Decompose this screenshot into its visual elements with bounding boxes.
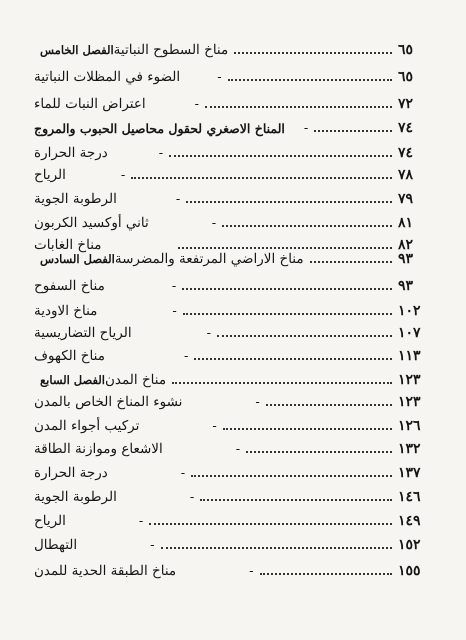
chapter-label: الفصل السادس <box>40 252 115 266</box>
toc-entry <box>34 438 432 460</box>
page-number: ٩٣ <box>398 251 414 267</box>
dot-leader <box>169 155 392 157</box>
entry-title: ثاني أوكسيد الكربون <box>34 215 149 231</box>
entry-title: مناخ الغابات <box>34 237 102 253</box>
entry-title: مناخ السفوح <box>34 278 105 294</box>
bullet-dash: - <box>255 394 260 410</box>
chapter-label: الفصل الخامس <box>40 43 114 57</box>
dot-leader <box>172 382 392 384</box>
toc-entry <box>34 462 432 484</box>
bullet-dash: - <box>138 513 144 529</box>
dot-leader <box>266 404 392 406</box>
toc-entry <box>34 345 432 367</box>
bullet-dash: - <box>235 441 241 457</box>
bullet-dash: - <box>158 145 164 161</box>
toc-entry <box>34 275 432 297</box>
toc-entry <box>34 39 432 61</box>
dot-leader <box>186 201 392 203</box>
bullet-dash: - <box>303 120 309 136</box>
dot-leader <box>217 335 392 337</box>
bullet-dash: - <box>120 167 126 183</box>
bullet-dash: - <box>217 69 222 85</box>
entry-title: مناخ المدن <box>105 372 167 388</box>
toc-entry <box>34 510 432 532</box>
page-number: ١٥٥ <box>398 563 421 579</box>
page-number: ٦٥ <box>398 69 414 85</box>
bullet-dash: - <box>194 96 200 112</box>
page-number: ١٤٦ <box>398 489 421 505</box>
page-number: ١٣٢ <box>398 441 421 457</box>
page-number: ١٣٧ <box>398 465 421 481</box>
dot-leader <box>228 79 392 81</box>
bullet-dash: - <box>206 325 211 341</box>
page-number: ٧٢ <box>398 96 414 112</box>
dot-leader <box>314 130 392 132</box>
dot-leader <box>183 313 392 315</box>
page-number: ٧٩ <box>398 191 414 207</box>
dot-leader <box>310 261 392 263</box>
bullet-dash: - <box>183 348 189 364</box>
toc-entry <box>34 164 432 186</box>
entry-title: تركيب أجواء المدن <box>34 418 140 434</box>
entry-title: مناخ الطبقة الحدية للمدن <box>34 563 177 579</box>
bullet-dash: - <box>172 303 177 319</box>
dot-leader <box>149 523 392 525</box>
dot-leader <box>246 451 392 453</box>
page-number: ١٤٩ <box>398 513 421 529</box>
toc-entry <box>34 300 432 322</box>
dot-leader <box>200 499 392 501</box>
dot-leader <box>222 225 392 227</box>
page-number: ١٢٣ <box>398 394 421 410</box>
toc-entry <box>34 369 432 391</box>
dot-leader <box>131 177 392 179</box>
entry-title: الضوء في المظلات النباتية <box>34 69 181 85</box>
bullet-dash: - <box>175 191 181 207</box>
entry-title: اعتراض النبات للماء <box>34 96 146 112</box>
toc-entry <box>34 534 432 556</box>
dot-leader <box>260 573 392 575</box>
toc-entry <box>34 212 432 234</box>
page-number: ٦٥ <box>398 42 414 58</box>
entry-title: مناخ الاراضي المرتفعة والمضرسة <box>114 251 304 267</box>
entry-title: الرطوبة الجوية <box>34 191 117 207</box>
entry-title: درجة الحرارة <box>34 145 108 161</box>
page-number: ١٢٦ <box>398 418 421 434</box>
entry-title: التهطال <box>34 537 78 553</box>
toc-entry <box>34 117 432 139</box>
page-number: ١١٣ <box>398 348 421 364</box>
bullet-dash: - <box>189 489 195 505</box>
toc-entry <box>34 322 432 344</box>
dot-leader <box>223 428 392 430</box>
entry-title: الرياح التضاريسية <box>34 325 132 341</box>
page-number: ١٥٢ <box>398 537 421 553</box>
entry-title: مناخ الكهوف <box>34 348 105 364</box>
entry-title: الرياح <box>34 513 66 529</box>
page-number: ١٢٣ <box>398 372 421 388</box>
bullet-dash: - <box>171 278 177 294</box>
bullet-dash: - <box>150 537 155 553</box>
page-number: ٨٢ <box>398 237 414 253</box>
page-number: ٧٨ <box>398 167 414 183</box>
toc-entry <box>34 486 432 508</box>
toc-entry <box>34 188 432 210</box>
bullet-dash: - <box>211 215 217 231</box>
entry-title: المناخ الاصغري لحقول محاصيل الحبوب والمروج <box>34 120 285 136</box>
dot-leader <box>161 547 392 549</box>
page-number: ٧٤ <box>398 120 414 136</box>
toc-entry <box>34 66 432 88</box>
entry-title: نشوء المناخ الخاص بالمدن <box>34 394 183 410</box>
page-number: ١٠٧ <box>398 325 421 341</box>
page-number: ١٠٢ <box>398 303 421 319</box>
toc-entry <box>34 93 432 115</box>
dot-leader <box>194 358 392 360</box>
entry-title: الرطوبة الجوية <box>34 489 117 505</box>
toc-entry <box>34 560 432 582</box>
chapter-label: الفصل السابع <box>40 373 105 387</box>
toc-entry <box>34 142 432 164</box>
entry-title: الرياح <box>34 167 66 183</box>
dot-leader <box>182 288 392 290</box>
toc-entry <box>34 391 432 413</box>
page-number: ٩٣ <box>398 278 414 294</box>
entry-title: الاشعاع وموازنة الطاقة <box>34 441 163 457</box>
entry-title: مناخ السطوح النباتية <box>113 42 229 58</box>
page-number: ٨١ <box>398 215 414 231</box>
dot-leader <box>205 106 392 108</box>
toc-entry <box>34 248 432 270</box>
bullet-dash: - <box>249 563 254 579</box>
dot-leader <box>234 52 392 54</box>
entry-title: درجة الحرارة <box>34 465 108 481</box>
toc-entry <box>34 415 432 437</box>
bullet-dash: - <box>180 465 186 481</box>
page-number: ٧٤ <box>398 145 414 161</box>
dot-leader <box>191 475 392 477</box>
entry-title: مناخ الاودية <box>34 303 98 319</box>
bullet-dash: - <box>212 418 217 434</box>
